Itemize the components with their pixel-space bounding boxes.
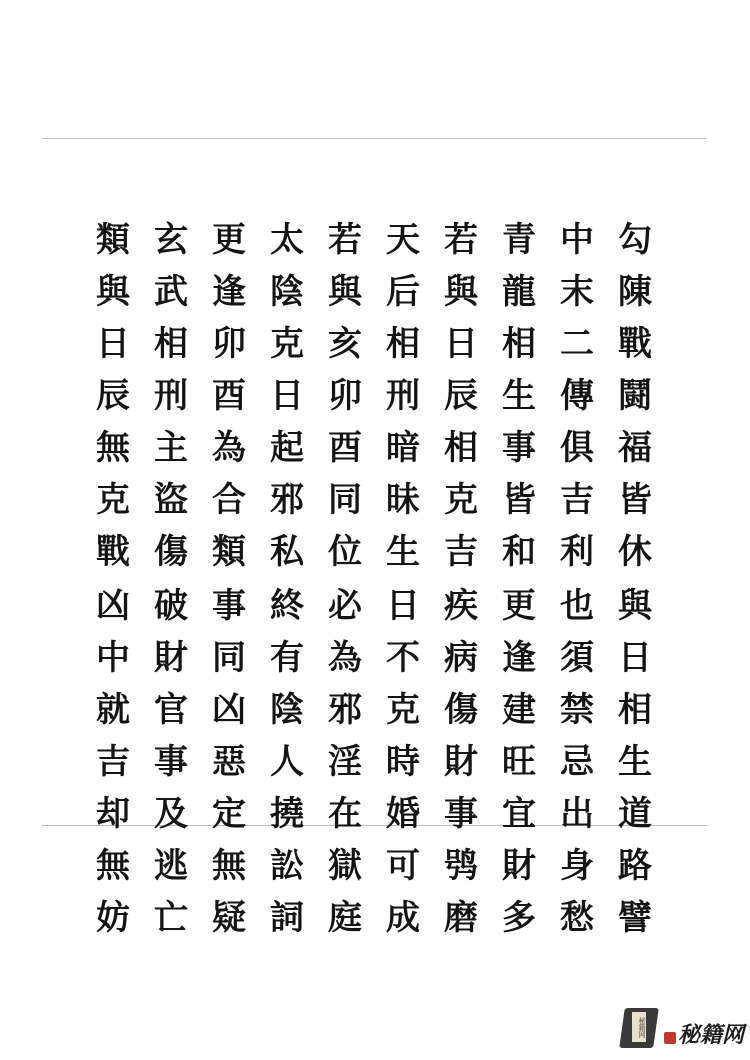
watermark-site-name: 秘籍网 xyxy=(678,1023,745,1048)
verse-character: 定 xyxy=(212,794,246,834)
verse-character: 類 xyxy=(212,532,246,572)
verse-character: 事 xyxy=(154,742,188,782)
verse-character: 事 xyxy=(444,794,478,834)
verse-character: 二 xyxy=(560,324,594,364)
verse-character: 起 xyxy=(270,428,304,468)
verse-character: 宜 xyxy=(502,794,536,834)
verse-character: 詞 xyxy=(270,898,304,938)
verse-character: 辰 xyxy=(96,376,130,416)
verse-character: 可 xyxy=(386,846,420,886)
verse-character: 獄 xyxy=(328,846,362,886)
verse-character: 旺 xyxy=(502,742,536,782)
verse-character: 財 xyxy=(154,638,188,678)
verse-character: 出 xyxy=(560,794,594,834)
verse-column xyxy=(265,584,309,948)
verse-character: 與 xyxy=(618,586,652,626)
verse-character: 事 xyxy=(502,428,536,468)
verse-character: 生 xyxy=(618,742,652,782)
verse-character: 也 xyxy=(560,586,594,626)
verse-character: 合 xyxy=(212,480,246,520)
verse-column xyxy=(323,584,367,948)
verse-character: 福 xyxy=(618,428,652,468)
verse-character: 武 xyxy=(154,272,188,312)
verse-character: 與 xyxy=(96,272,130,312)
verse-character: 惡 xyxy=(212,742,246,782)
verse-character: 天 xyxy=(386,220,420,260)
verse-character: 和 xyxy=(502,532,536,572)
verse-character: 為 xyxy=(212,428,246,468)
verse-column xyxy=(381,584,425,948)
verse-character: 傳 xyxy=(560,376,594,416)
verse-character: 玄 xyxy=(154,220,188,260)
verse-character: 同 xyxy=(328,480,362,520)
verse-column xyxy=(439,584,483,948)
verse-character: 中 xyxy=(560,220,594,260)
verse-character: 及 xyxy=(154,794,188,834)
verse-column xyxy=(497,584,541,948)
verse-character: 不 xyxy=(386,638,420,678)
verse-character: 傷 xyxy=(444,690,478,730)
verse-character: 愁 xyxy=(560,898,594,938)
verse-character: 位 xyxy=(328,532,362,572)
verse-character: 俱 xyxy=(560,428,594,468)
verse-character: 皆 xyxy=(618,480,652,520)
verse-character: 成 xyxy=(386,898,420,938)
verse-character: 多 xyxy=(502,898,536,938)
verse-character: 主 xyxy=(154,428,188,468)
verse-character: 必 xyxy=(328,586,362,626)
verse-character: 卯 xyxy=(328,376,362,416)
verse-character: 辰 xyxy=(444,376,478,416)
verse-character: 相 xyxy=(444,428,478,468)
verse-character: 陳 xyxy=(618,272,652,312)
verse-character: 逢 xyxy=(502,638,536,678)
verse-character: 刑 xyxy=(154,376,188,416)
verse-character: 逢 xyxy=(212,272,246,312)
verse-character: 財 xyxy=(444,742,478,782)
verse-character: 禁 xyxy=(560,690,594,730)
verse-character: 戰 xyxy=(96,532,130,572)
verse-character: 無 xyxy=(96,846,130,886)
verse-character: 陰 xyxy=(270,690,304,730)
verse-character: 生 xyxy=(502,376,536,416)
verse-character: 破 xyxy=(154,586,188,626)
verse-character: 生 xyxy=(386,532,420,572)
verse-character: 酉 xyxy=(328,428,362,468)
verse-character: 青 xyxy=(502,220,536,260)
verse-character: 相 xyxy=(386,324,420,364)
verse-character: 克 xyxy=(444,480,478,520)
red-seal-icon xyxy=(664,1032,676,1044)
verse-character: 陰 xyxy=(270,272,304,312)
verse-character: 相 xyxy=(502,324,536,364)
verse-character: 暗 xyxy=(386,428,420,468)
verse-character: 日 xyxy=(96,324,130,364)
verse-character: 利 xyxy=(560,532,594,572)
verse-character: 與 xyxy=(444,272,478,312)
verse-character: 昧 xyxy=(386,480,420,520)
verse-character: 身 xyxy=(560,846,594,886)
verse-character: 皆 xyxy=(502,480,536,520)
verse-character: 財 xyxy=(502,846,536,886)
verse-character: 克 xyxy=(270,324,304,364)
verse-character: 時 xyxy=(386,742,420,782)
verse-character: 無 xyxy=(212,846,246,886)
verse-character: 官 xyxy=(154,690,188,730)
verse-character: 疾 xyxy=(444,586,478,626)
verse-character: 妨 xyxy=(96,898,130,938)
verse-character: 有 xyxy=(270,638,304,678)
verse-character: 譬 xyxy=(618,898,652,938)
verse-character: 磨 xyxy=(444,898,478,938)
verse-character: 后 xyxy=(386,272,420,312)
verse-character: 日 xyxy=(386,586,420,626)
verse-character: 疑 xyxy=(212,898,246,938)
verse-character: 更 xyxy=(212,220,246,260)
verse-column xyxy=(613,584,657,948)
verse-character: 克 xyxy=(96,480,130,520)
verse-column xyxy=(207,584,251,948)
verse-character: 事 xyxy=(212,586,246,626)
verse-column xyxy=(91,584,135,948)
verse-character: 亥 xyxy=(328,324,362,364)
verse-character: 酉 xyxy=(212,376,246,416)
verse-character: 類 xyxy=(96,220,130,260)
verse-character: 與 xyxy=(328,272,362,312)
verse-character: 克 xyxy=(386,690,420,730)
verse-character: 中 xyxy=(96,638,130,678)
verse-character: 在 xyxy=(328,794,362,834)
verse-character: 日 xyxy=(270,376,304,416)
verse-character: 却 xyxy=(96,794,130,834)
verse-character: 傷 xyxy=(154,532,188,572)
verse-character: 吉 xyxy=(444,532,478,572)
verse-column xyxy=(149,584,193,948)
verse-character: 相 xyxy=(154,324,188,364)
verse-character: 人 xyxy=(270,742,304,782)
verse-character: 刑 xyxy=(386,376,420,416)
verse-character: 就 xyxy=(96,690,130,730)
book-logo-label: 秘籍网 xyxy=(632,1012,646,1042)
verse-character: 無 xyxy=(96,428,130,468)
verse-character: 亡 xyxy=(154,898,188,938)
verse-character: 撓 xyxy=(270,794,304,834)
verse-character: 太 xyxy=(270,220,304,260)
verse-character: 吉 xyxy=(560,480,594,520)
verse-character: 更 xyxy=(502,586,536,626)
verse-character: 若 xyxy=(444,220,478,260)
verse-character: 訟 xyxy=(270,846,304,886)
verse-character: 病 xyxy=(444,638,478,678)
verse-character: 鬪 xyxy=(618,376,652,416)
verse-character: 龍 xyxy=(502,272,536,312)
verse-character: 鸮 xyxy=(444,846,478,886)
verse-character: 凶 xyxy=(96,586,130,626)
verse-character: 同 xyxy=(212,638,246,678)
verse-character: 庭 xyxy=(328,898,362,938)
verse-character: 戰 xyxy=(618,324,652,364)
verse-character: 逃 xyxy=(154,846,188,886)
verse-character: 須 xyxy=(560,638,594,678)
verse-character: 終 xyxy=(270,586,304,626)
verse-character: 凶 xyxy=(212,690,246,730)
verse-character: 邪 xyxy=(270,480,304,520)
verse-character: 若 xyxy=(328,220,362,260)
verse-character: 忌 xyxy=(560,742,594,782)
verse-column xyxy=(555,584,599,948)
verse-character: 婚 xyxy=(386,794,420,834)
verse-character: 休 xyxy=(618,532,652,572)
verse-character: 淫 xyxy=(328,742,362,782)
verse-character: 盜 xyxy=(154,480,188,520)
verse-character: 卯 xyxy=(212,324,246,364)
verse-character: 勾 xyxy=(618,220,652,260)
verse-character: 吉 xyxy=(96,742,130,782)
verse-character: 日 xyxy=(618,638,652,678)
verse-character: 為 xyxy=(328,638,362,678)
verse-character: 末 xyxy=(560,272,594,312)
verse-character: 路 xyxy=(618,846,652,886)
verse-character: 道 xyxy=(618,794,652,834)
verse-character: 建 xyxy=(502,690,536,730)
verse-character: 日 xyxy=(444,324,478,364)
verse-character: 相 xyxy=(618,690,652,730)
verse-character: 私 xyxy=(270,532,304,572)
verse-character: 邪 xyxy=(328,690,362,730)
site-watermark xyxy=(620,1004,745,1054)
